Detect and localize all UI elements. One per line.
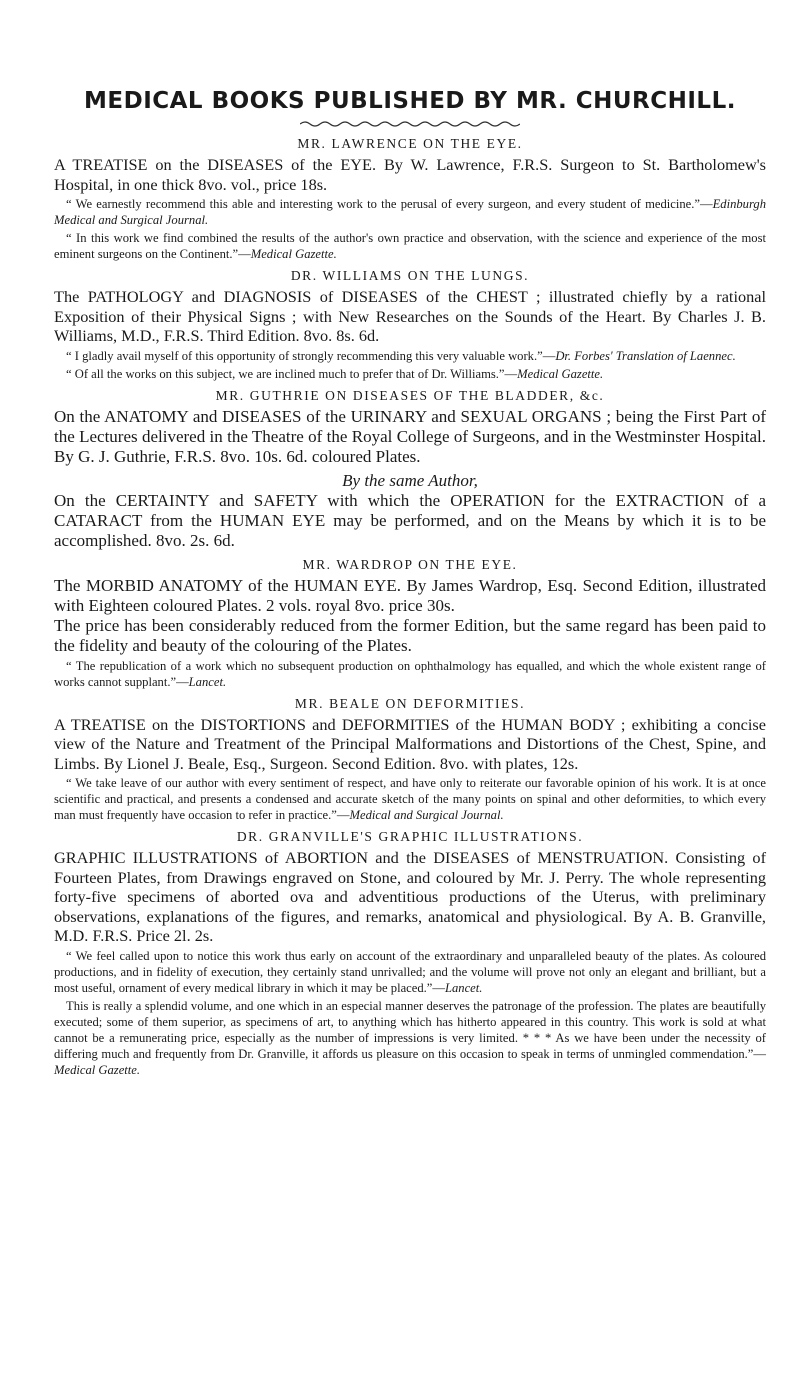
quote-text: “ Of all the works on this subject, we are inclined much to prefer that of Dr. Williams.”— [66, 366, 518, 381]
quote-text: “ We earnestly recommend this able and interesting work to the perusal of every surgeon, and every student of medicine.”— [66, 197, 713, 211]
section-williams [54, 268, 766, 382]
section-heading: MR. WARDROP ON THE EYE. [302, 556, 518, 572]
book-entry: A TREATISE on the DISTORTIONS and DEFORMITIES of the HUMAN BODY ; exhibiting a concise view of the Nature and Treatment of the Principal Malformations and Distortions of the Chest, Spine, and Limbs. By Lionel J. Beale, Esq., Surgeon. Second Edition. 8vo. with plates, 12s. [54, 714, 766, 773]
quote-source: Medical Gazette. [517, 366, 604, 381]
section-heading: MR. LAWRENCE ON THE EYE. [297, 136, 523, 151]
quote-text: “ I gladly avail myself of this opportunity of strongly recommending this very valuable work.”— [66, 348, 556, 363]
quote-text: “ We feel called upon to notice this work thus early on account of the extraordinary and unparalleled beauty of the plates. As coloured productions, and in fidelity of execution, they certainly stand unrivalled; and the volume will prove not only an elegant and brilliant, but a most useful, ornament of every medical library in which it may be placed.”— [54, 948, 766, 995]
review-quote [54, 230, 766, 262]
quote-source: Lancet. [188, 674, 227, 689]
review-quote [54, 366, 766, 382]
book-entry-second: On the CERTAINTY and SAFETY with which the OPERATION for the EXTRACTION of a CATARACT from the HUMAN EYE may be performed, and on the Means by which it is to be accomplished. 8vo. 2s. 6d. [54, 490, 766, 550]
book-entry: GRAPHIC ILLUSTRATIONS of ABORTION and the DISEASES of MENSTRUATION. Consisting of Fourteen Plates, from Drawings engraved on Stone, and coloured by Mr. J. Perry. The whole representing forty-five specimens of aborted ova and adventitious productions of the Uterus, with preliminary observations, explanations of the figures, and remarks, anatomical and physiological. By A. B. Granville, M.D. F.R.S. Price 2l. 2s. [54, 848, 766, 945]
quote-text: “ We take leave of our author with every sentiment of respect, and have only to reiterate our favorable opinion of his work. It is at once scientific and practical, and presents a condensed and accurate sketch of the many points on spinal and other deformities, to which every man must frequently have occasion to refer in practice.”— [54, 776, 766, 822]
quote-source: Medical and Surgical Journal. [349, 808, 504, 822]
section-wardrop [54, 557, 766, 690]
sub-heading: By the same Author, [342, 470, 478, 490]
page [54, 88, 766, 1080]
book-entry: The PATHOLOGY and DIAGNOSIS of DISEASES of the CHEST ; illustrated chiefly by a rational Exposition of their Physical Signs ; with New Researches on the Sounds of the Heart. By Charles J. B. Williams, M.D., F.R.S. Third Edition. 8vo. 8s. 6d. [54, 287, 766, 345]
quote-source: Medical Gazette. [54, 1062, 141, 1077]
section-guthrie [54, 388, 766, 551]
review-quote [54, 998, 766, 1078]
section-heading: MR. BEALE ON DEFORMITIES. [294, 695, 526, 711]
quote-text: “ In this work we find combined the results of the author's own practice and observation, with the science and experience of the most eminent surgeons on the Continent.”— [54, 231, 766, 261]
section-granville [54, 829, 766, 1078]
page-title: MEDICAL BOOKS PUBLISHED BY MR. CHURCHILL. [84, 88, 736, 114]
section-heading: MR. GUTHRIE ON DISEASES OF THE BLADDER, &c. [215, 387, 605, 403]
quote-text: This is really a splendid volume, and one which in an especial manner deserves the patronage of the profession. The plates are beautifully executed; some of them superior, as specimens of art, to anything which has hitherto appeared in this country. This work is sold at what cannot be a remunerating price, especially as the number of impressions is very limited. * * * As we have been under the necessity of differing much and frequently from Dr. Granville, it affords us pleasure on this occasion to speak in terms of unmingled commendation.”— [54, 998, 766, 1061]
review-quote [54, 948, 766, 996]
review-quote [54, 775, 766, 823]
section-heading: DR. GRANVILLE'S GRAPHIC ILLUSTRATIONS. [236, 829, 584, 844]
review-quote [54, 658, 766, 690]
quote-source: Dr. Forbes' Translation of Laennec. [555, 348, 736, 363]
quote-source: Medical Gazette. [250, 247, 337, 261]
quote-text: “ The republication of a work which no subsequent production on ophthalmology has equalled, and which the whole existent range of works cannot supplant.”— [54, 658, 766, 689]
review-quote [54, 196, 766, 228]
review-quote [54, 348, 766, 364]
book-note: The price has been considerably reduced from the former Edition, but the same regard has been paid to the fidelity and beauty of the colouring of the Plates. [54, 615, 766, 655]
wavy-rule-ornament [300, 120, 520, 128]
quote-source: Lancet. [444, 980, 483, 995]
section-lawrence [54, 136, 766, 262]
book-entry: A TREATISE on the DISEASES of the EYE. By W. Lawrence, F.R.S. Surgeon to St. Bartholomew's Hospital, in one thick 8vo. vol., price 18s. [54, 155, 766, 194]
book-entry: The MORBID ANATOMY of the HUMAN EYE. By James Wardrop, Esq. Second Edition, illustrated with Eighteen coloured Plates. 2 vols. royal 8vo. price 30s. [54, 575, 766, 615]
book-entry: On the ANATOMY and DISEASES of the URINARY and SEXUAL ORGANS ; being the First Part of the Lectures delivered in the Theatre of the Royal College of Surgeons, and in the Westminster Hospital. By G. J. Guthrie, F.R.S. 8vo. 10s. 6d. coloured Plates. [54, 406, 766, 466]
quote-source: Edinburgh Medical and Surgical Journal. [54, 197, 766, 227]
section-beale [54, 696, 766, 824]
section-heading: DR. WILLIAMS ON THE LUNGS. [290, 268, 530, 283]
